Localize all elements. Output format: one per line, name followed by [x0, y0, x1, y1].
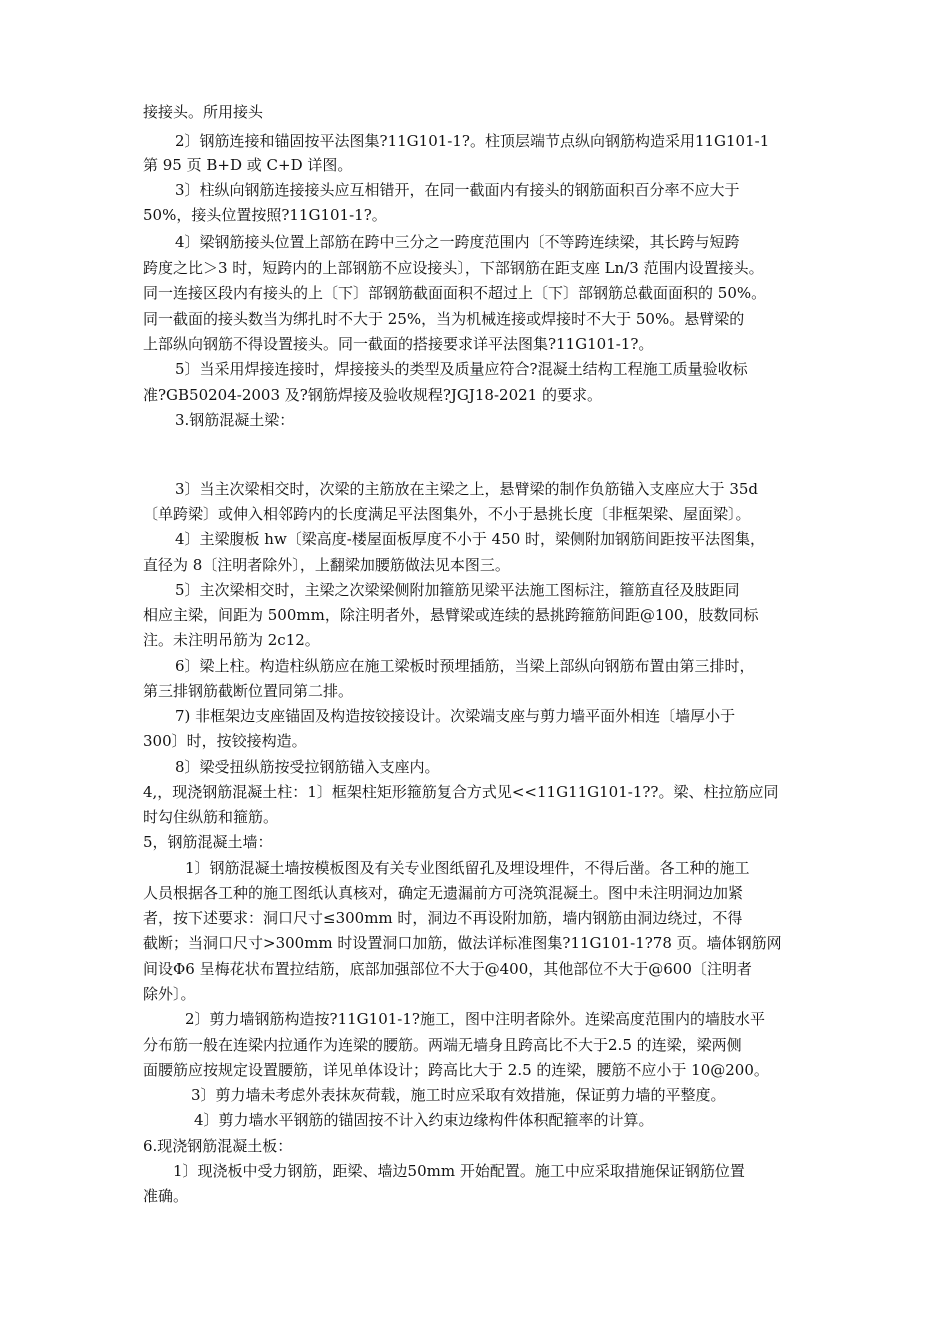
text-line: 4〕剪力墙水平钢筋的锚固按不计入约束边缘构件体积配箍率的计算。 — [194, 1111, 654, 1129]
text-line: 跨度之比＞3 时，短跨内的上部钢筋不应设接头〕，下部钢筋在距支座 Ln/3 范围内设置接头。 — [143, 259, 764, 277]
text-line: 〔单跨梁〕或伸入相邻跨内的长度满足平法图集外，不小于悬挑长度〔非框架梁、屋面梁〕。 — [143, 505, 751, 523]
text-line: 间设Φ6 呈梅花状布置拉结筋，底部加强部位不大于@400，其他部位不大于@600〔注明者 — [143, 960, 752, 978]
text-line: 截断；当洞口尺寸>300mm 时设置洞口加筋，做法详标准图集?11G101-1?78 页。墙体钢筋网 — [143, 934, 782, 952]
text-line: 时勾住纵筋和箍筋。 — [143, 808, 279, 826]
text-line: 者，按下述要求：洞口尺寸≤300mm 时，洞边不再设附加筋，墙内钢筋由洞边绕过，不得 — [143, 909, 743, 927]
text-line: 注。未注明吊筋为 2c12。 — [143, 631, 320, 649]
text-line: 同一连接区段内有接头的上〔下〕部钢筋截面面积不超过上〔下〕部钢筋总截面面积的 50%。 — [143, 284, 767, 302]
text-line: 4,，现浇钢筋混凝土柱：1〕框架柱矩形箍筋复合方式见<<11G11G101-1??。梁、柱拉筋应同 — [143, 783, 779, 801]
text-line: 同一截面的接头数当为绑扎时不大于 25%，当为机械连接或焊接时不大于 50%。悬臂梁的 — [143, 310, 745, 328]
text-line: 3〕当主次梁相交时，次梁的主筋放在主梁之上，悬臂梁的制作负筋锚入支座应大于 35d — [175, 480, 759, 498]
text-line: 准?GB50204-2003 及?钢筋焊接及验收规程?JGJ18-2021 的要求。 — [143, 386, 602, 404]
text-line: 3〕柱纵向钢筋连接接头应互相错开，在同一截面内有接头的钢筋面积百分率不应大于 — [175, 181, 740, 199]
text-line: 7) 非框架边支座锚固及构造按铰接设计。次梁端支座与剪力墙平面外相连〔墙厚小于 — [175, 707, 736, 725]
text-line: 2〕剪力墙钢筋构造按?11G101-1?施工，图中注明者除外。连梁高度范围内的墙肢水平 — [185, 1010, 765, 1028]
text-line: 4〕主梁腹板 hw〔梁高度-楼屋面板厚度不小于 450 时，梁侧附加钢筋间距按平法图集， — [175, 530, 766, 548]
text-line: 2〕钢筋连接和锚固按平法图集?11G101-1?。柱顶层端节点纵向钢筋构造采用11G101-1 — [175, 132, 770, 150]
text-line: 3〕剪力墙未考虑外表抹灰荷载，施工时应采取有效措施，保证剪力墙的平整度。 — [191, 1086, 726, 1104]
section-heading: 6.现浇钢筋混凝土板： — [143, 1137, 293, 1155]
text-line: 4〕梁钢筋接头位置上部筋在跨中三分之一跨度范围内〔不等跨连续梁，其长跨与短跨 — [175, 233, 740, 251]
text-line: 第三排钢筋截断位置同第二排。 — [143, 682, 354, 700]
text-line: 相应主梁，间距为 500mm，除注明者外，悬臂梁或连续的悬挑跨箍筋间距@100，肢数同标 — [143, 606, 759, 624]
text-line: 5〕主次梁相交时，主梁之次梁梁侧附加箍筋见梁平法施工图标注，箍筋直径及肢距同 — [175, 581, 740, 599]
text-line: 人员根据各工种的施工图纸认真核对，确定无遗漏前方可浇筑混凝土。图中未注明洞边加紧 — [143, 884, 744, 902]
text-line: 接接头。所用接头 — [143, 103, 264, 121]
text-line: 6〕梁上柱。构造柱纵筋应在施工梁板时预埋插筋，当梁上部纵向钢筋布置由第三排时， — [175, 657, 755, 675]
section-heading: 5，钢筋混凝土墙： — [143, 833, 273, 851]
text-line: 分布筋一般在连梁内拉通作为连梁的腰筋。两端无墙身且跨高比不大于2.5 的连梁，梁两侧 — [143, 1036, 742, 1054]
text-line: 第 95 页 B+D 或 C+D 详图。 — [143, 156, 353, 174]
text-line: 面腰筋应按规定设置腰筋，详见单体设计；跨高比大于 2.5 的连梁，腰筋不应小于 10@200。 — [143, 1061, 769, 1079]
text-line: 1〕钢筋混凝土墙按模板图及有关专业图纸留孔及埋设埋件，不得后凿。各工种的施工 — [185, 859, 750, 877]
text-line: 5〕当采用焊接连接时，焊接接头的类型及质量应符合?混凝土结构工程施工质量验收标 — [175, 360, 748, 378]
text-line: 50%，接头位置按照?11G101-1?。 — [143, 206, 387, 224]
section-heading: 3.钢筋混凝土梁： — [175, 411, 295, 429]
text-line: 直径为 8〔注明者除外〕，上翻梁加腰筋做法见本图三。 — [143, 556, 510, 574]
text-line: 8〕梁受扭纵筋按受拉钢筋锚入支座内。 — [175, 758, 440, 776]
text-line: 除外〕。 — [143, 985, 196, 1003]
text-line: 300〕时，按铰接构造。 — [143, 732, 307, 750]
text-line: 1〕现浇板中受力钢筋，距梁、墙边50mm 开始配置。施工中应采取措施保证钢筋位置 — [173, 1162, 745, 1180]
text-line: 准确。 — [143, 1187, 189, 1205]
text-line: 上部纵向钢筋不得设置接头。同一截面的搭接要求详平法图集?11G101-1?。 — [143, 335, 654, 353]
